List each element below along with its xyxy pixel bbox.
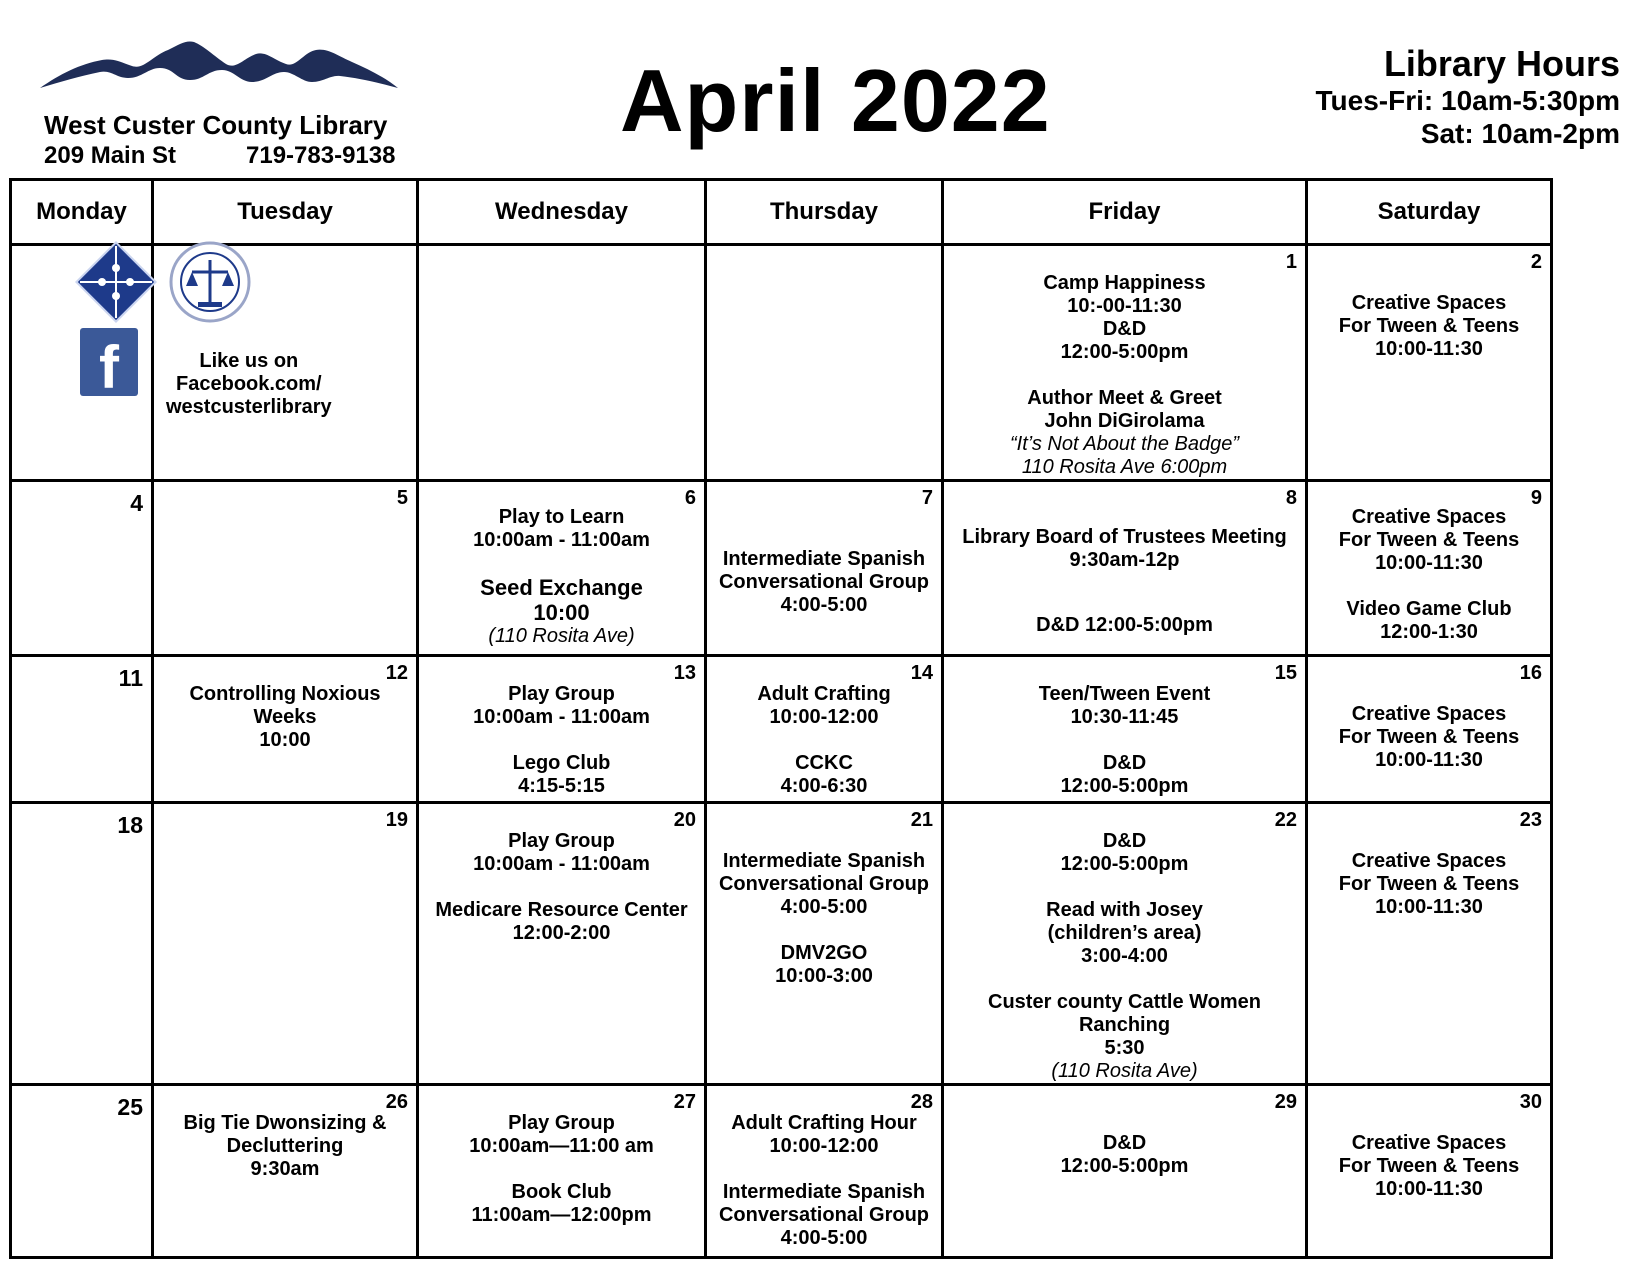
event-line: For Tween & Teens <box>1338 315 1520 337</box>
event-line: Book Club <box>511 1181 612 1203</box>
event-line: Seed Exchange <box>480 575 643 600</box>
day-number: 25 <box>117 1094 143 1120</box>
event-line: 3:00-4:00 <box>1081 945 1168 967</box>
event-detail: 110 Rosita Ave 6:00pm <box>1021 456 1228 478</box>
weekday-tuesday: Tuesday <box>153 180 418 245</box>
day-number: 28 <box>910 1091 933 1113</box>
event-line: D&D <box>1102 318 1147 340</box>
event-line: Play to Learn <box>498 506 625 528</box>
weekday-monday: Monday <box>11 180 153 245</box>
day-number: 1 <box>1285 251 1297 273</box>
event-line: Creative Spaces <box>1351 703 1507 725</box>
event-line: 10:00am - 11:00am <box>473 529 650 551</box>
event-line: 10:00am - 11:00am <box>473 853 650 875</box>
day-number: 21 <box>910 809 933 831</box>
day-number: 29 <box>1274 1091 1297 1113</box>
event-line: D&D 12:00-5:00pm <box>1036 614 1213 636</box>
event-line: 10:00am—11:00 am <box>469 1135 654 1157</box>
day-number: 23 <box>1519 809 1542 831</box>
hours-weekday: Tues-Fri: 10am-5:30pm <box>1315 85 1620 116</box>
event-line: 10:00 <box>259 729 311 751</box>
event-line: 12:00-5:00pm <box>1060 341 1189 363</box>
day-number: 27 <box>673 1091 696 1113</box>
event-line: Lego Club <box>512 752 611 774</box>
library-name: West Custer County Library <box>44 110 388 140</box>
library-phone: 719-783-9138 <box>246 142 396 169</box>
event-line: 10:00-11:30 <box>1375 749 1483 771</box>
hours-saturday: Sat: 10am-2pm <box>1420 118 1620 149</box>
event-line: Creative Spaces <box>1351 1132 1507 1154</box>
day-number: 6 <box>684 487 696 509</box>
event-line: Conversational Group <box>718 1204 930 1226</box>
event-line: Intermediate Spanish <box>722 548 926 570</box>
day-number: 11 <box>118 665 143 691</box>
event-line: 12:00-5:00pm <box>1060 853 1189 875</box>
event-line: Conversational Group <box>718 873 930 895</box>
event-line: Intermediate Spanish <box>722 1181 926 1203</box>
event-line: D&D <box>1102 830 1147 852</box>
day-number: 8 <box>1285 487 1297 509</box>
event-line: 10:00-12:00 <box>769 706 879 728</box>
event-line: Play Group <box>508 830 615 852</box>
event-line: 10:00-11:30 <box>1375 338 1483 360</box>
event-line: John DiGirolama <box>1044 410 1205 432</box>
event-line: (children’s area) <box>1047 922 1202 944</box>
event-line: Video Game Club <box>1346 598 1512 620</box>
weekday-saturday: Saturday <box>1307 180 1552 245</box>
accessibility-badge-icon <box>74 240 158 324</box>
event-detail: “It’s Not About the Badge” <box>1009 433 1240 455</box>
event-line: 12:00-5:00pm <box>1060 775 1189 797</box>
event-line: Read with Josey <box>1046 899 1203 921</box>
month-title: April 2022 <box>620 51 1051 150</box>
event-detail: (110 Rosita Ave) <box>488 625 635 647</box>
event-line: Play Group <box>508 1112 615 1134</box>
day-number: 5 <box>396 487 408 509</box>
event-line: For Tween & Teens <box>1338 1155 1520 1177</box>
event-line: 10:-00-11:30 <box>1067 295 1182 317</box>
event-line: For Tween & Teens <box>1338 726 1520 748</box>
day-number: 30 <box>1519 1091 1542 1113</box>
day-number: 9 <box>1530 487 1542 509</box>
event-line: 10:00-3:00 <box>775 965 873 987</box>
event-line: Medicare Resource Center <box>435 899 688 921</box>
event-line: 10:00-11:30 <box>1375 552 1483 574</box>
event-line: 10:30-11:45 <box>1070 706 1179 728</box>
day-number: 18 <box>117 812 143 838</box>
event-line: 9:30am-12p <box>1069 549 1180 571</box>
equal-employment-seal-icon <box>168 240 252 324</box>
event-line: 10:00-11:30 <box>1375 1178 1483 1200</box>
event-line: Play Group <box>508 683 615 705</box>
event-line: 10:00am - 11:00am <box>473 706 650 728</box>
event-line: Custer county Cattle Women <box>988 991 1261 1013</box>
day-number: 16 <box>1519 662 1542 684</box>
event-line: For Tween & Teens <box>1338 873 1520 895</box>
facebook-line-3: westcusterlibrary <box>166 396 332 418</box>
day-number: 12 <box>385 662 408 684</box>
event-line: 4:00-5:00 <box>780 1227 868 1249</box>
day-number: 15 <box>1274 662 1297 684</box>
event-line: For Tween & Teens <box>1338 529 1520 551</box>
event-line: 12:00-1:30 <box>1380 621 1478 643</box>
facebook-line-1: Like us on <box>199 350 299 372</box>
event-line: CCKC <box>795 752 853 774</box>
hours-title: Library Hours <box>1383 43 1620 84</box>
day-number: 13 <box>673 662 696 684</box>
event-line: Library Board of Trustees Meeting <box>962 526 1287 548</box>
event-line: 10:00-12:00 <box>769 1135 879 1157</box>
event-line: Adult Crafting Hour <box>731 1112 917 1134</box>
day-number: 4 <box>130 490 143 516</box>
day-number: 2 <box>1530 251 1542 273</box>
facebook-line-2: Facebook.com/ <box>176 373 322 395</box>
facebook-icon: f <box>80 328 138 396</box>
event-line: Conversational Group <box>718 571 930 593</box>
event-line: Teen/Tween Event <box>1038 683 1211 705</box>
weekday-wednesday: Wednesday <box>418 180 706 245</box>
event-line: Author Meet & Greet <box>1027 387 1222 409</box>
day-number: 7 <box>921 487 933 509</box>
day-number: 20 <box>673 809 696 831</box>
event-line: Intermediate Spanish <box>722 850 926 872</box>
weekday-thursday: Thursday <box>706 180 943 245</box>
library-address: 209 Main St <box>44 142 177 169</box>
event-line: Controlling Noxious <box>189 683 381 705</box>
event-line: 9:30am <box>250 1158 320 1180</box>
event-line: 5:30 <box>1104 1037 1145 1059</box>
day-number: 22 <box>1274 809 1297 831</box>
event-line: Big Tie Dwonsizing & <box>183 1112 387 1134</box>
day-number: 26 <box>385 1091 408 1113</box>
event-line: Ranching <box>1078 1014 1171 1036</box>
event-line: 4:15-5:15 <box>518 775 605 797</box>
event-line: 11:00am—12:00pm <box>471 1204 652 1226</box>
event-line: Weeks <box>253 706 317 728</box>
event-line: Creative Spaces <box>1351 506 1507 528</box>
event-detail: (110 Rosita Ave) <box>1051 1060 1198 1082</box>
event-line: 4:00-6:30 <box>780 775 868 797</box>
day-number: 19 <box>385 809 408 831</box>
event-line: 4:00-5:00 <box>780 594 868 616</box>
event-line: 12:00-5:00pm <box>1060 1155 1189 1177</box>
event-line: Camp Happiness <box>1043 272 1206 294</box>
event-line: Creative Spaces <box>1351 292 1507 314</box>
event-line: Creative Spaces <box>1351 850 1507 872</box>
day-number: 14 <box>910 662 933 684</box>
event-line: D&D <box>1102 752 1147 774</box>
facebook-text <box>166 350 332 419</box>
event-line: D&D <box>1102 1132 1147 1154</box>
event-line: Adult Crafting <box>757 683 891 705</box>
event-line: 10:00-11:30 <box>1375 896 1483 918</box>
event-line: DMV2GO <box>780 942 868 964</box>
event-line: 12:00-2:00 <box>512 922 611 944</box>
weekday-friday: Friday <box>943 180 1307 245</box>
event-line: 4:00-5:00 <box>780 896 868 918</box>
event-line: 10:00 <box>533 600 590 625</box>
event-line: Decluttering <box>226 1135 344 1157</box>
